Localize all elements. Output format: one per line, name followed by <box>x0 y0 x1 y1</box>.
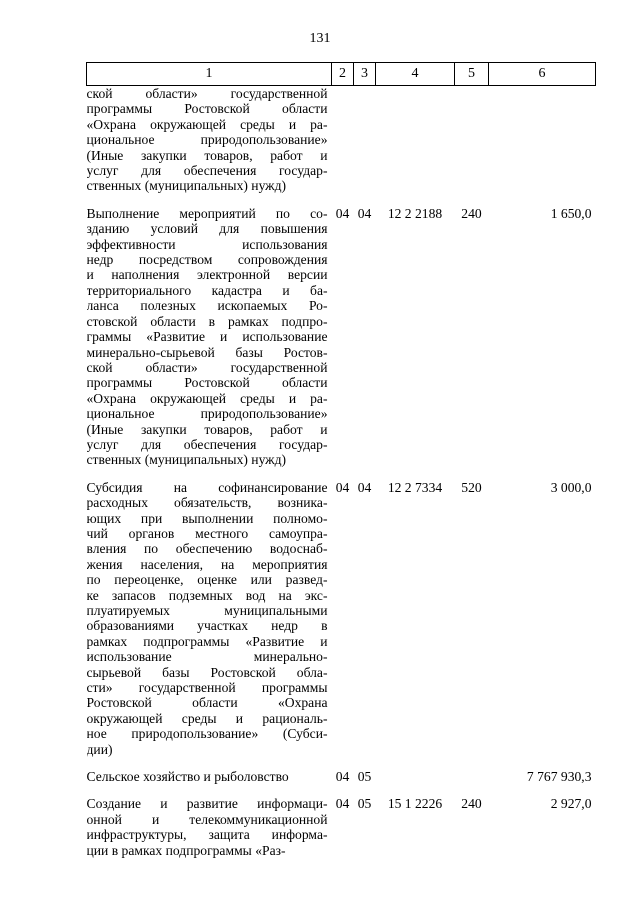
row-name-line: Ростовской области «Охрана <box>86 695 328 711</box>
table-row <box>87 796 596 858</box>
table-row <box>87 86 596 194</box>
row-spacer <box>87 194 596 206</box>
row-name-line: онной и телекоммуникационной <box>86 811 328 827</box>
row-name-line: ции в рамках подпрограммы «Раз- <box>86 842 286 858</box>
amount: 3 000,0 <box>550 479 592 495</box>
column-header: 2 <box>332 63 354 86</box>
amount <box>489 86 596 194</box>
amount: 2 927,0 <box>550 796 592 812</box>
column-header: 1 <box>87 63 332 86</box>
row-name-line: ственных (муниципальных) нужд) <box>86 178 287 194</box>
row-name-line: рамках подпрограммы «Развитие и <box>86 633 328 649</box>
section-code <box>332 86 354 194</box>
row-name-line: ке запасов подземных вод на экс- <box>86 587 328 603</box>
expense-type-code: 520 <box>461 479 482 495</box>
row-name-line: Сельское хозяйство и рыболовство <box>86 769 289 785</box>
row-name-line: «Охрана окружающей среды и ра- <box>86 116 328 132</box>
row-name-line: Субсидия на софинансирование <box>86 479 328 495</box>
row-name-line: услуг для обеспечения государ- <box>86 436 328 452</box>
page-number: 131 <box>309 31 331 46</box>
table-header-row <box>87 63 596 86</box>
target-article-code <box>376 86 455 194</box>
subsection-code <box>354 86 376 194</box>
column-header: 4 <box>376 63 455 86</box>
row-spacer <box>87 757 596 769</box>
row-name-line: эффективности использования <box>86 236 328 252</box>
row-spacer <box>87 468 596 480</box>
row-name-line: циональное природопользование» <box>86 406 328 422</box>
target-article-code: 12 2 7334 <box>387 479 443 495</box>
section-code: 04 <box>335 796 350 812</box>
column-header: 6 <box>489 63 596 86</box>
row-name-line: территориального кадастра и ба- <box>86 282 328 298</box>
amount: 7 767 930,3 <box>526 769 592 785</box>
row-name-line: ланса полезных ископаемых Ро- <box>86 298 328 314</box>
row-name-line: инфраструктуры, защита информа- <box>86 827 328 843</box>
row-name-line: образованиями участках недр в <box>86 618 328 634</box>
subsection-code: 05 <box>357 769 372 785</box>
section-code: 04 <box>335 205 350 221</box>
table-row <box>87 769 596 784</box>
row-name-line: «Охрана окружающей среды и ра- <box>86 390 328 406</box>
row-name-line: зданию условий для повышения <box>86 221 328 237</box>
row-name-line: минерально-сырьевой базы Ростов- <box>86 344 328 360</box>
table-body <box>87 86 596 859</box>
subsection-code: 05 <box>357 796 372 812</box>
row-name-line: жения населения, на мероприятия <box>86 556 328 572</box>
target-article-code <box>376 769 455 784</box>
row-name <box>87 206 332 468</box>
row-name-line: программы Ростовской области <box>86 375 328 391</box>
row-name-line: дии) <box>86 741 113 757</box>
row-name-line: расходных обязательств, возника- <box>86 495 328 511</box>
target-article-code: 15 1 2226 <box>387 796 443 812</box>
table-row <box>87 480 596 757</box>
row-name-line: (Иные закупки товаров, работ и <box>86 147 328 163</box>
amount: 1 650,0 <box>550 205 592 221</box>
row-name-line: ственных (муниципальных) нужд) <box>86 452 287 468</box>
row-name <box>87 86 332 194</box>
row-name <box>87 480 332 757</box>
row-name-line: чий органов местного самоупра- <box>86 525 328 541</box>
row-name-line: по переоценке, оценке или развед- <box>86 572 328 588</box>
row-name-line: окружающей среды и рациональ- <box>86 710 328 726</box>
row-name-line: Создание и развитие информаци- <box>86 796 328 812</box>
column-header: 5 <box>455 63 489 86</box>
row-name-line: услуг для обеспечения государ- <box>86 163 328 179</box>
row-name-line: Выполнение мероприятий по со- <box>86 205 328 221</box>
row-name-line: использование минерально- <box>86 649 328 665</box>
row-name-line: сти» государственной программы <box>86 680 328 696</box>
row-name-line: граммы «Развитие и использование <box>86 329 328 345</box>
section-code: 04 <box>335 479 350 495</box>
expense-type-code: 240 <box>461 205 482 221</box>
row-name-line: плуатируемых муниципальными <box>86 603 328 618</box>
row-name-line: стовской области в рамках подпро- <box>86 313 328 329</box>
row-name-line: программы Ростовской области <box>86 101 328 117</box>
row-name <box>87 796 332 858</box>
section-code: 04 <box>335 769 350 785</box>
row-name-line: сырьевой базы Ростовской обла- <box>86 664 328 680</box>
row-name-line: ное природопользование» (Субси- <box>86 726 328 742</box>
row-name-line: вления по обеспечению водоснаб- <box>86 541 328 557</box>
subsection-code: 04 <box>357 205 372 221</box>
subsection-code: 04 <box>357 479 372 495</box>
row-name-line: ской области» государственной <box>86 359 328 375</box>
expense-type-code <box>455 769 489 784</box>
target-article-code: 12 2 2188 <box>387 205 443 221</box>
column-header: 3 <box>354 63 376 86</box>
row-name-line: ской области» государственной <box>86 86 328 101</box>
expense-type-code: 240 <box>461 796 482 812</box>
row-name-line: (Иные закупки товаров, работ и <box>86 421 328 437</box>
row-name <box>87 769 332 784</box>
row-name-line: циональное природопользование» <box>86 132 328 148</box>
row-name-line: ющих при выполнении полномо- <box>86 510 328 526</box>
row-name-line: и наполнения электронной версии <box>86 267 328 283</box>
table-row <box>87 206 596 468</box>
row-name-line: недр посредством сопровождения <box>86 252 328 268</box>
row-spacer <box>87 784 596 796</box>
budget-table <box>86 62 596 858</box>
expense-type-code <box>455 86 489 194</box>
